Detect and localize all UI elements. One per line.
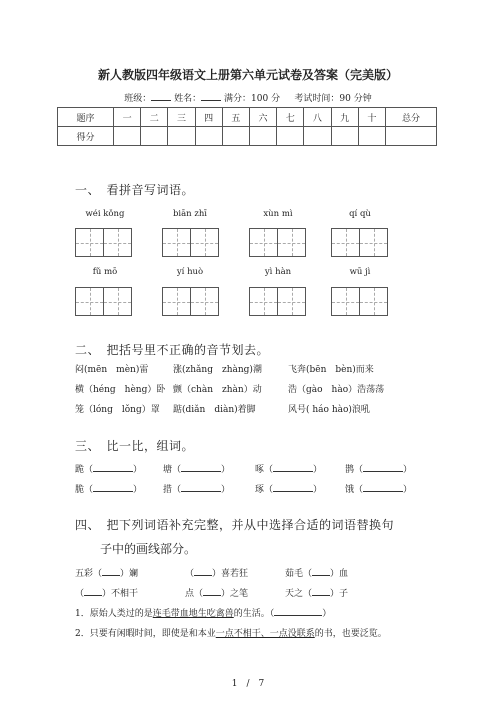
idiom-pre: 天之（ (285, 589, 313, 599)
answer-blank[interactable] (181, 483, 221, 492)
idiom-pre: （ (75, 589, 85, 599)
q2-underline: 一点不相干、一点没联系 (215, 629, 315, 639)
score-cell[interactable] (386, 127, 437, 146)
section-4-title: 四、 把下列词语补充完整，并从中选择合适的词语替换句 (75, 518, 395, 532)
grid-cell[interactable] (75, 228, 104, 257)
answer-blank[interactable] (273, 483, 313, 492)
answer-blank[interactable] (312, 587, 330, 596)
pinyin-label: qí qù (349, 209, 371, 219)
pinyin-label: wū jì (349, 267, 371, 277)
grid-cell[interactable] (103, 287, 132, 316)
answer-blank[interactable] (203, 587, 221, 596)
q1-text: ） (322, 609, 332, 619)
sec2-item: 踮(diǎn diàn)着脚 (173, 405, 256, 415)
q2-text: 的书，也要泛览。 (314, 629, 387, 639)
grid-cell[interactable] (103, 228, 132, 257)
score-header-cell: 七 (277, 108, 304, 127)
class-blank (151, 91, 171, 101)
grid-cell[interactable] (331, 287, 360, 316)
sec3-char: 饿 (345, 485, 355, 495)
grid-cell[interactable] (277, 287, 306, 316)
sec3-char: 鹊 (345, 465, 355, 475)
sec2-item: 横（héng hèng）卧 (75, 385, 166, 395)
pinyin-label: yí huò (176, 267, 204, 277)
score-table (57, 107, 437, 146)
name-blank (201, 91, 221, 101)
answer-blank[interactable] (274, 607, 322, 616)
score-cell[interactable] (114, 127, 141, 146)
answer-blank[interactable] (102, 567, 120, 576)
idiom-pre: 点（ (185, 589, 204, 599)
answer-blank[interactable] (93, 483, 133, 492)
sec2-item: 颤（chàn zhàn）动 (173, 385, 262, 395)
answer-blank[interactable] (363, 463, 403, 472)
q2-text: 2．只要有闲暇时间，即使是和本业 (75, 629, 216, 639)
section-4-title-cont: 子中的画线部分。 (100, 542, 197, 556)
score-header-cell: 五 (222, 108, 249, 127)
score-header-cell: 九 (331, 108, 358, 127)
question-1 (75, 606, 331, 619)
answer-blank[interactable] (93, 463, 133, 472)
page-title: 新人教版四年级语文上册第六单元试卷及答案（完美版） (97, 68, 398, 82)
writing-grid[interactable] (75, 287, 131, 316)
score-header-row (58, 108, 437, 127)
answer-blank[interactable] (181, 463, 221, 472)
answer-blank[interactable] (363, 483, 403, 492)
score-header-cell: 二 (141, 108, 168, 127)
writing-grid[interactable] (162, 287, 218, 316)
pinyin-label: biān zhī (172, 209, 208, 219)
q1-text: 的生活。（ (233, 609, 275, 619)
section-3-title: 三、 比一比，组词。 (75, 439, 195, 453)
sec3-char: 脆 (75, 485, 85, 495)
grid-cell[interactable] (331, 228, 360, 257)
idiom-post: ）斓 (120, 569, 139, 579)
grid-cell[interactable] (249, 287, 278, 316)
grid-cell[interactable] (75, 287, 104, 316)
grid-cell[interactable] (162, 228, 191, 257)
pinyin-label: xùn mì (263, 209, 293, 219)
idiom-post: ）之笔 (221, 589, 249, 599)
grid-cell[interactable] (359, 228, 388, 257)
score-cell[interactable] (141, 127, 168, 146)
score-header-cell: 六 (249, 108, 276, 127)
sec3-char: 啄 (255, 465, 265, 475)
idiom-post: ）子 (330, 589, 349, 599)
grid-cell[interactable] (277, 228, 306, 257)
sec3-char: 跪 (75, 465, 85, 475)
score-header-cell: 十 (358, 108, 385, 127)
score-header-cell: 一 (114, 108, 141, 127)
idiom-post: ）喜若狂 (212, 569, 249, 579)
pinyin-label: yì hàn (264, 267, 292, 277)
idiom-pre: 茹毛（ (285, 569, 313, 579)
class-label: 班级： (124, 94, 152, 104)
writing-grid[interactable] (331, 287, 387, 316)
score-header-cell: 四 (195, 108, 222, 127)
pinyin-label: fǔ mō (92, 267, 118, 277)
writing-grid[interactable] (249, 287, 305, 316)
score-row (58, 127, 437, 146)
writing-grid[interactable] (162, 228, 218, 257)
grid-cell[interactable] (359, 287, 388, 316)
writing-grid[interactable] (75, 228, 131, 257)
score-cell[interactable] (195, 127, 222, 146)
sec3-char: 塘 (163, 465, 173, 475)
score-header-cell: 题序 (58, 108, 114, 127)
page-number: 1 / 7 (231, 679, 265, 689)
score-row-label: 得分 (58, 127, 114, 146)
grid-cell[interactable] (190, 287, 219, 316)
grid-cell[interactable] (249, 228, 278, 257)
sec2-item: 闷(mēn mèn)雷 (75, 365, 149, 375)
score-header-cell: 三 (168, 108, 195, 127)
sec3-char: 措 (163, 485, 173, 495)
exam-time: 考试时间：90 分钟 (294, 94, 372, 104)
answer-blank[interactable] (312, 567, 330, 576)
q1-underline: 连毛带血地生吃禽兽 (152, 609, 234, 619)
sec3-char: 琢 (255, 485, 265, 495)
idiom-pre: 五彩（ (75, 569, 103, 579)
section-1-title: 一、 看拼音写词语。 (75, 183, 195, 197)
pinyin-label: wéi kǒng (85, 209, 125, 219)
writing-grid[interactable] (331, 228, 387, 257)
score-cell[interactable] (277, 127, 304, 146)
score-header-cell: 总分 (386, 108, 437, 127)
sec2-item: 涨(zhǎng zhàng)潮 (173, 365, 262, 375)
sec2-item: 笼（lóng lǒng）罩 (75, 405, 160, 415)
sec2-item: 飞奔(bēn bèn)而来 (288, 365, 374, 375)
grid-cell[interactable] (190, 228, 219, 257)
answer-blank[interactable] (84, 587, 102, 596)
question-2 (75, 626, 387, 639)
idiom-post: ）血 (330, 569, 349, 579)
idiom-post: ）不相干 (102, 589, 139, 599)
score-cell[interactable] (331, 127, 358, 146)
score-cell[interactable] (222, 127, 249, 146)
score-header-cell: 八 (304, 108, 331, 127)
q1-text: 1．原始人类过的是 (75, 609, 153, 619)
score-cell[interactable] (249, 127, 276, 146)
answer-blank[interactable] (194, 567, 212, 576)
answer-blank[interactable] (273, 463, 313, 472)
name-label: 姓名： (174, 94, 202, 104)
sec2-item: 浩（gào hào）浩荡荡 (288, 385, 385, 395)
full-score: 满分：100 分 (224, 94, 281, 104)
score-cell[interactable] (304, 127, 331, 146)
writing-grid[interactable] (249, 228, 305, 257)
section-2-title: 二、 把括号里不正确的音节划去。 (75, 343, 270, 357)
score-cell[interactable] (358, 127, 385, 146)
grid-cell[interactable] (162, 287, 191, 316)
exam-info (0, 91, 496, 104)
idiom-pre: （ (185, 569, 195, 579)
score-cell[interactable] (168, 127, 195, 146)
sec2-item: 风号( háo hào)浪吼 (288, 405, 370, 415)
